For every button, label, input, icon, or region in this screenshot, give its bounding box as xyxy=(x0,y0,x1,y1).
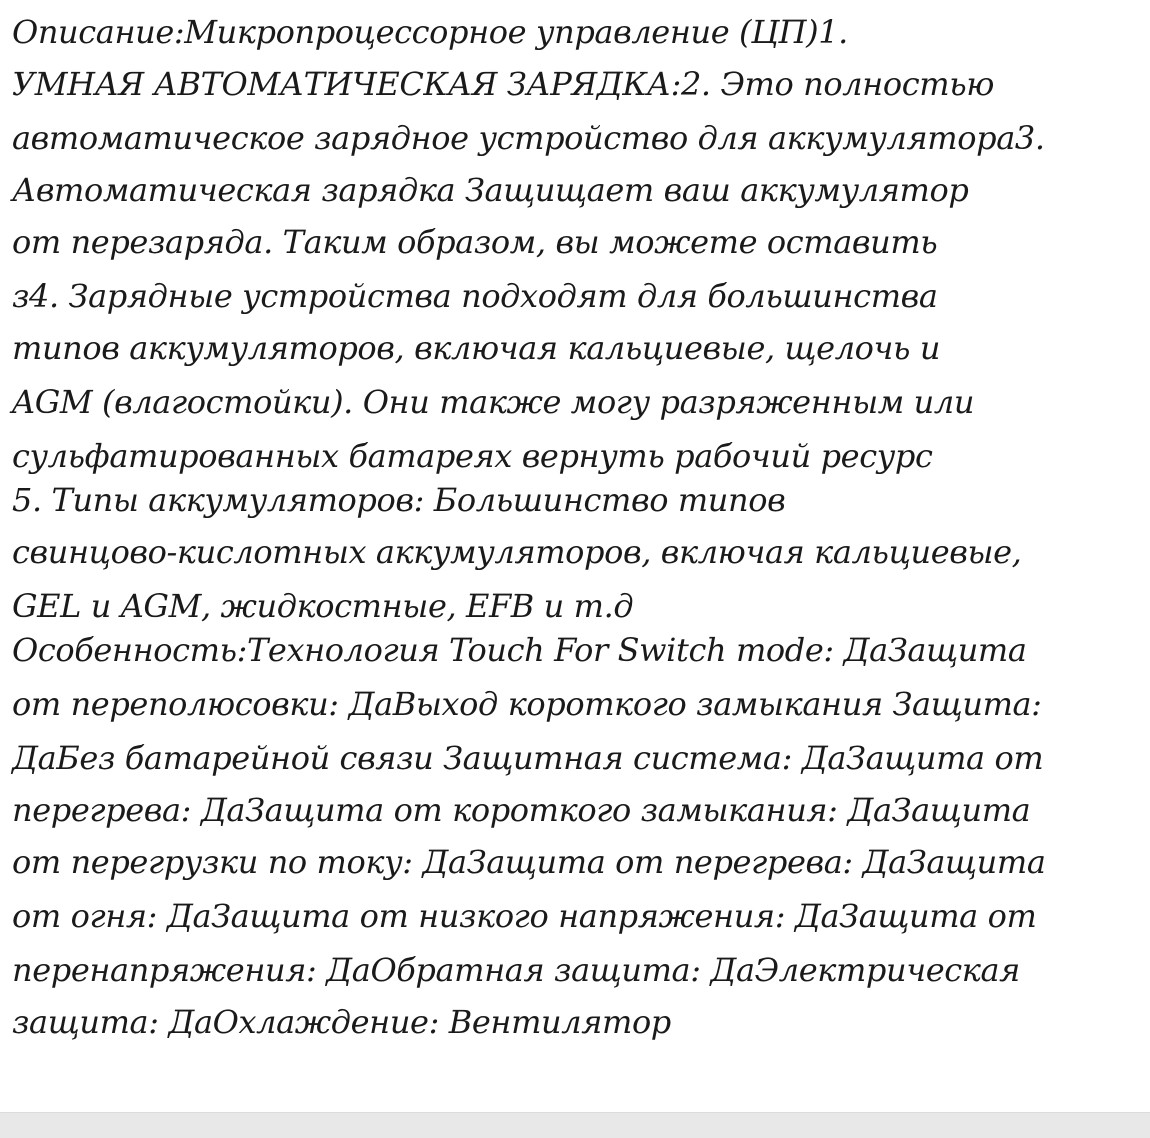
text-line: Описание:Микропроцессорное управление (ЦП)1. xyxy=(12,13,848,51)
text-line: от переполюсовки: ДаВыход короткого замыкания Защита: xyxy=(12,685,1042,723)
text-line: Особенность:Технология Touch For Switch mode: ДаЗащита xyxy=(12,631,1027,669)
text-line: з4. Зарядные устройства подходят для большинства xyxy=(12,277,938,315)
text-line: от перегрузки по току: ДаЗащита от перегрева: ДаЗащита xyxy=(12,843,1046,881)
text-line: AGM (влагостойки). Они также могу разряженным или xyxy=(12,383,975,421)
text-line: УМНАЯ АВТОМАТИЧЕСКАЯ ЗАРЯДКА:2. Это полностью xyxy=(12,65,994,103)
text-line: свинцово-кислотных аккумуляторов, включая кальциевые, xyxy=(12,533,1022,571)
text-line: ДаБез батарейной связи Защитная система: ДаЗащита от xyxy=(12,739,1044,777)
text-line: GEL и AGM, жидкостные, EFB и т.д xyxy=(12,587,634,625)
text-line: защита: ДаОхлаждение: Вентилятор xyxy=(12,1003,671,1041)
text-line: 5. Типы аккумуляторов: Большинство типов xyxy=(12,481,786,519)
text-line: сульфатированных батареях вернуть рабочий ресурс xyxy=(12,437,933,475)
text-line: типов аккумуляторов, включая кальциевые, щелочь и xyxy=(12,329,941,367)
text-line: Автоматическая зарядка Защищает ваш аккумулятор xyxy=(12,171,969,209)
text-line: перегрева: ДаЗащита от короткого замыкания: ДаЗащита xyxy=(12,791,1031,829)
text-line: от огня: ДаЗащита от низкого напряжения: ДаЗащита от xyxy=(12,897,1037,935)
text-line: автоматическое зарядное устройство для аккумулятора3. xyxy=(12,119,1045,157)
text-line: от перезаряда. Таким образом, вы можете оставить xyxy=(12,223,938,261)
bottom-divider-strip xyxy=(0,1112,1150,1138)
text-line: перенапряжения: ДаОбратная защита: ДаЭлектрическая xyxy=(12,951,1020,989)
